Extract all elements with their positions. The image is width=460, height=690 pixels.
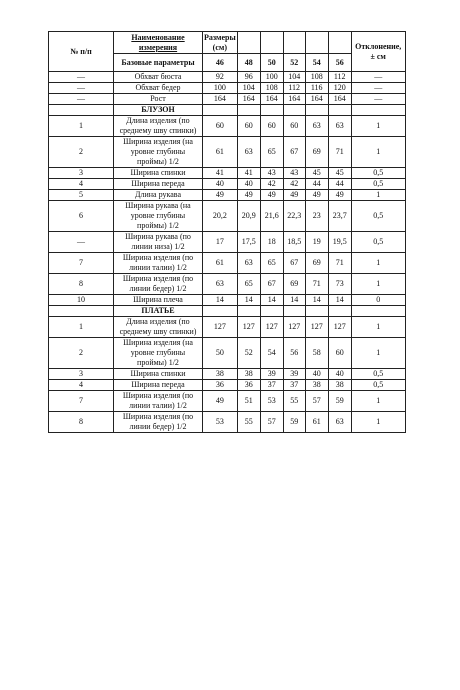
measurement-value: 164: [260, 94, 283, 105]
measurement-value: 61: [203, 137, 238, 168]
measurement-row: [49, 137, 406, 168]
measurement-value: 120: [328, 83, 351, 94]
deviation-value: 1: [351, 190, 405, 201]
measurement-value: 14: [203, 295, 238, 306]
measurement-value: 164: [283, 94, 305, 105]
measurement-value: 42: [260, 179, 283, 190]
measurement-value: 21,6: [260, 201, 283, 232]
measurement-name: Длина рукава: [114, 190, 203, 201]
measurement-value: 17: [203, 232, 238, 253]
size-46: 46: [203, 54, 238, 72]
row-number: —: [49, 83, 114, 94]
measurement-value: 59: [283, 412, 305, 433]
measurement-value: 65: [260, 253, 283, 274]
measurement-value: 38: [328, 380, 351, 391]
measurement-value: 53: [203, 412, 238, 433]
row-number: —: [49, 94, 114, 105]
col-header-number: № п/п: [49, 32, 114, 72]
measurement-value: 36: [203, 380, 238, 391]
measurement-value: 49: [203, 391, 238, 412]
measurement-row: [49, 190, 406, 201]
row-number: 7: [49, 391, 114, 412]
row-number: 8: [49, 412, 114, 433]
row-number: 4: [49, 179, 114, 190]
row-number: 2: [49, 338, 114, 369]
row-number: 10: [49, 295, 114, 306]
measurement-value: 17,5: [237, 232, 260, 253]
row-number: 3: [49, 369, 114, 380]
measurement-value: 39: [283, 369, 305, 380]
measurement-value: 112: [328, 72, 351, 83]
measurement-value: 37: [283, 380, 305, 391]
measurement-value: 49: [203, 190, 238, 201]
empty-cell: [237, 32, 260, 54]
measurement-value: 164: [328, 94, 351, 105]
measurement-name: Ширина переда: [114, 380, 203, 391]
measurement-value: 60: [203, 116, 238, 137]
empty-cell: [203, 105, 238, 116]
measurement-row: [49, 317, 406, 338]
measurement-value: 49: [283, 190, 305, 201]
empty-cell: [283, 105, 305, 116]
measurement-row: [49, 253, 406, 274]
measurement-value: 104: [237, 83, 260, 94]
deviation-value: —: [351, 83, 405, 94]
measurement-value: 127: [260, 317, 283, 338]
deviation-value: —: [351, 72, 405, 83]
deviation-value: 0,5: [351, 232, 405, 253]
measurement-value: 67: [260, 274, 283, 295]
measurement-row: [49, 116, 406, 137]
measurement-value: 19: [305, 232, 328, 253]
empty-cell: [328, 32, 351, 54]
measurement-value: 127: [203, 317, 238, 338]
measurement-row: [49, 168, 406, 179]
measurement-value: 20,2: [203, 201, 238, 232]
col-header-name: Наименование измерения: [114, 32, 203, 54]
measurement-value: 71: [305, 274, 328, 295]
measurement-value: 57: [305, 391, 328, 412]
measurement-value: 164: [305, 94, 328, 105]
measurement-value: 19,5: [328, 232, 351, 253]
empty-cell: [283, 306, 305, 317]
deviation-value: 1: [351, 338, 405, 369]
row-number: 4: [49, 380, 114, 391]
size-chart-table: [48, 31, 406, 433]
empty-cell: [49, 306, 114, 317]
measurement-value: 51: [237, 391, 260, 412]
measurement-sheet: [48, 31, 406, 433]
measurement-value: 127: [328, 317, 351, 338]
deviation-value: 1: [351, 116, 405, 137]
measurement-value: 45: [305, 168, 328, 179]
measurement-value: 36: [237, 380, 260, 391]
row-number: 1: [49, 116, 114, 137]
size-48: 48: [237, 54, 260, 72]
empty-cell: [351, 105, 405, 116]
measurement-value: 63: [237, 137, 260, 168]
measurement-value: 14: [283, 295, 305, 306]
empty-cell: [351, 306, 405, 317]
measurement-value: 18,5: [283, 232, 305, 253]
empty-cell: [328, 306, 351, 317]
measurement-name: Ширина изделия (по линии талии) 1/2: [114, 253, 203, 274]
empty-cell: [203, 306, 238, 317]
measurement-value: 164: [203, 94, 238, 105]
measurement-value: 69: [305, 253, 328, 274]
measurement-value: 20,9: [237, 201, 260, 232]
measurement-value: 49: [237, 190, 260, 201]
size-56: 56: [328, 54, 351, 72]
measurement-name: Длина изделия (по среднему шву спинки): [114, 317, 203, 338]
measurement-value: 60: [260, 116, 283, 137]
measurement-value: 49: [260, 190, 283, 201]
deviation-value: 0,5: [351, 369, 405, 380]
measurement-value: 60: [328, 338, 351, 369]
measurement-value: 63: [237, 253, 260, 274]
row-number: 3: [49, 168, 114, 179]
measurement-name: Ширина изделия (по линии бедер) 1/2: [114, 274, 203, 295]
measurement-value: 49: [328, 190, 351, 201]
measurement-name: Ширина рукава (по линии низа) 1/2: [114, 232, 203, 253]
measurement-value: 53: [260, 391, 283, 412]
measurement-value: 56: [283, 338, 305, 369]
measurement-row: [49, 380, 406, 391]
measurement-value: 39: [260, 369, 283, 380]
measurement-value: 50: [203, 338, 238, 369]
measurement-value: 52: [237, 338, 260, 369]
row-number: —: [49, 232, 114, 253]
header-row: [49, 32, 406, 54]
measurement-value: 44: [328, 179, 351, 190]
measurement-value: 63: [328, 116, 351, 137]
empty-cell: [305, 105, 328, 116]
measurement-value: 42: [283, 179, 305, 190]
measurement-value: 14: [305, 295, 328, 306]
measurement-value: 60: [237, 116, 260, 137]
empty-cell: [49, 105, 114, 116]
measurement-value: 60: [283, 116, 305, 137]
row-number: 8: [49, 274, 114, 295]
measurement-value: 61: [305, 412, 328, 433]
base-params-label: Базовые параметры: [114, 54, 203, 72]
measurement-row: [49, 295, 406, 306]
measurement-value: 63: [328, 412, 351, 433]
empty-cell: [260, 105, 283, 116]
measurement-name: Ширина изделия (на уровне глубины проймы) 1/2: [114, 137, 203, 168]
measurement-value: 164: [237, 94, 260, 105]
measurement-value: 96: [237, 72, 260, 83]
measurement-row: [49, 179, 406, 190]
measurement-value: 104: [283, 72, 305, 83]
measurement-name: Ширина спинки: [114, 369, 203, 380]
measurement-value: 18: [260, 232, 283, 253]
empty-cell: [260, 32, 283, 54]
base-param-row: [49, 72, 406, 83]
empty-cell: [237, 306, 260, 317]
deviation-value: 0,5: [351, 380, 405, 391]
measurement-value: 116: [305, 83, 328, 94]
measurement-name: Ширина изделия (на уровне глубины проймы) 1/2: [114, 338, 203, 369]
deviation-value: 1: [351, 253, 405, 274]
row-number: 6: [49, 201, 114, 232]
row-number: 2: [49, 137, 114, 168]
empty-cell: [283, 32, 305, 54]
measurement-value: 14: [328, 295, 351, 306]
measurement-value: 40: [203, 179, 238, 190]
measurement-value: 67: [283, 137, 305, 168]
base-param-row: [49, 94, 406, 105]
measurement-name: Обхват бедер: [114, 83, 203, 94]
measurement-row: [49, 369, 406, 380]
measurement-name: Обхват бюста: [114, 72, 203, 83]
measurement-value: 38: [203, 369, 238, 380]
deviation-value: 0,5: [351, 201, 405, 232]
measurement-name: Длина изделия (по среднему шву спинки): [114, 116, 203, 137]
measurement-value: 59: [328, 391, 351, 412]
measurement-value: 57: [260, 412, 283, 433]
measurement-value: 14: [260, 295, 283, 306]
deviation-value: 1: [351, 317, 405, 338]
empty-cell: [237, 105, 260, 116]
measurement-value: 38: [305, 380, 328, 391]
size-52: 52: [283, 54, 305, 72]
measurement-value: 127: [237, 317, 260, 338]
measurement-value: 73: [328, 274, 351, 295]
empty-cell: [260, 306, 283, 317]
empty-cell: [305, 306, 328, 317]
deviation-value: 1: [351, 274, 405, 295]
section-header-row: [49, 105, 406, 116]
measurement-value: 54: [260, 338, 283, 369]
section-title: ПЛАТЬЕ: [114, 306, 203, 317]
measurement-row: [49, 338, 406, 369]
base-param-row: [49, 83, 406, 94]
measurement-value: 22,3: [283, 201, 305, 232]
measurement-value: 45: [328, 168, 351, 179]
measurement-row: [49, 232, 406, 253]
measurement-value: 43: [283, 168, 305, 179]
measurement-value: 55: [283, 391, 305, 412]
measurement-value: 44: [305, 179, 328, 190]
section-header-row: [49, 306, 406, 317]
deviation-value: 1: [351, 391, 405, 412]
measurement-value: 65: [237, 274, 260, 295]
measurement-value: 40: [328, 369, 351, 380]
measurement-row: [49, 201, 406, 232]
measurement-value: 65: [260, 137, 283, 168]
measurement-value: 61: [203, 253, 238, 274]
measurement-value: 69: [305, 137, 328, 168]
table-body: [49, 32, 406, 433]
col-header-sizes: Размеры (см): [204, 32, 236, 52]
measurement-value: 100: [260, 72, 283, 83]
measurement-value: 14: [237, 295, 260, 306]
measurement-value: 23,7: [328, 201, 351, 232]
measurement-value: 63: [305, 116, 328, 137]
row-number: 1: [49, 317, 114, 338]
col-header-deviation: Отклонение, ± см: [351, 32, 405, 72]
measurement-value: 67: [283, 253, 305, 274]
measurement-name: Ширина плеча: [114, 295, 203, 306]
row-number: —: [49, 72, 114, 83]
deviation-value: 0: [351, 295, 405, 306]
measurement-value: 108: [260, 83, 283, 94]
measurement-value: 58: [305, 338, 328, 369]
measurement-row: [49, 274, 406, 295]
measurement-name: Ширина рукава (на уровне глубины проймы) 1/2: [114, 201, 203, 232]
measurement-value: 127: [305, 317, 328, 338]
row-number: 5: [49, 190, 114, 201]
measurement-value: 92: [203, 72, 238, 83]
deviation-value: 1: [351, 137, 405, 168]
measurement-value: 37: [260, 380, 283, 391]
measurement-name: Ширина переда: [114, 179, 203, 190]
measurement-value: 71: [328, 137, 351, 168]
deviation-value: —: [351, 94, 405, 105]
measurement-value: 43: [260, 168, 283, 179]
deviation-value: 0,5: [351, 168, 405, 179]
measurement-row: [49, 391, 406, 412]
measurement-value: 41: [203, 168, 238, 179]
measurement-value: 69: [283, 274, 305, 295]
measurement-value: 112: [283, 83, 305, 94]
empty-cell: [305, 32, 328, 54]
measurement-value: 55: [237, 412, 260, 433]
measurement-value: 23: [305, 201, 328, 232]
size-50: 50: [260, 54, 283, 72]
size-54: 54: [305, 54, 328, 72]
measurement-row: [49, 412, 406, 433]
measurement-name: Ширина изделия (по линии талии) 1/2: [114, 391, 203, 412]
measurement-value: 49: [305, 190, 328, 201]
deviation-value: 1: [351, 412, 405, 433]
deviation-value: 0,5: [351, 179, 405, 190]
measurement-name: Рост: [114, 94, 203, 105]
measurement-value: 63: [203, 274, 238, 295]
measurement-name: Ширина изделия (по линии бедер) 1/2: [114, 412, 203, 433]
measurement-value: 127: [283, 317, 305, 338]
measurement-value: 100: [203, 83, 238, 94]
measurement-value: 71: [328, 253, 351, 274]
measurement-value: 40: [305, 369, 328, 380]
measurement-value: 38: [237, 369, 260, 380]
measurement-value: 40: [237, 179, 260, 190]
measurement-value: 41: [237, 168, 260, 179]
measurement-value: 108: [305, 72, 328, 83]
section-title: БЛУЗОН: [114, 105, 203, 116]
empty-cell: [328, 105, 351, 116]
row-number: 7: [49, 253, 114, 274]
measurement-name: Ширина спинки: [114, 168, 203, 179]
